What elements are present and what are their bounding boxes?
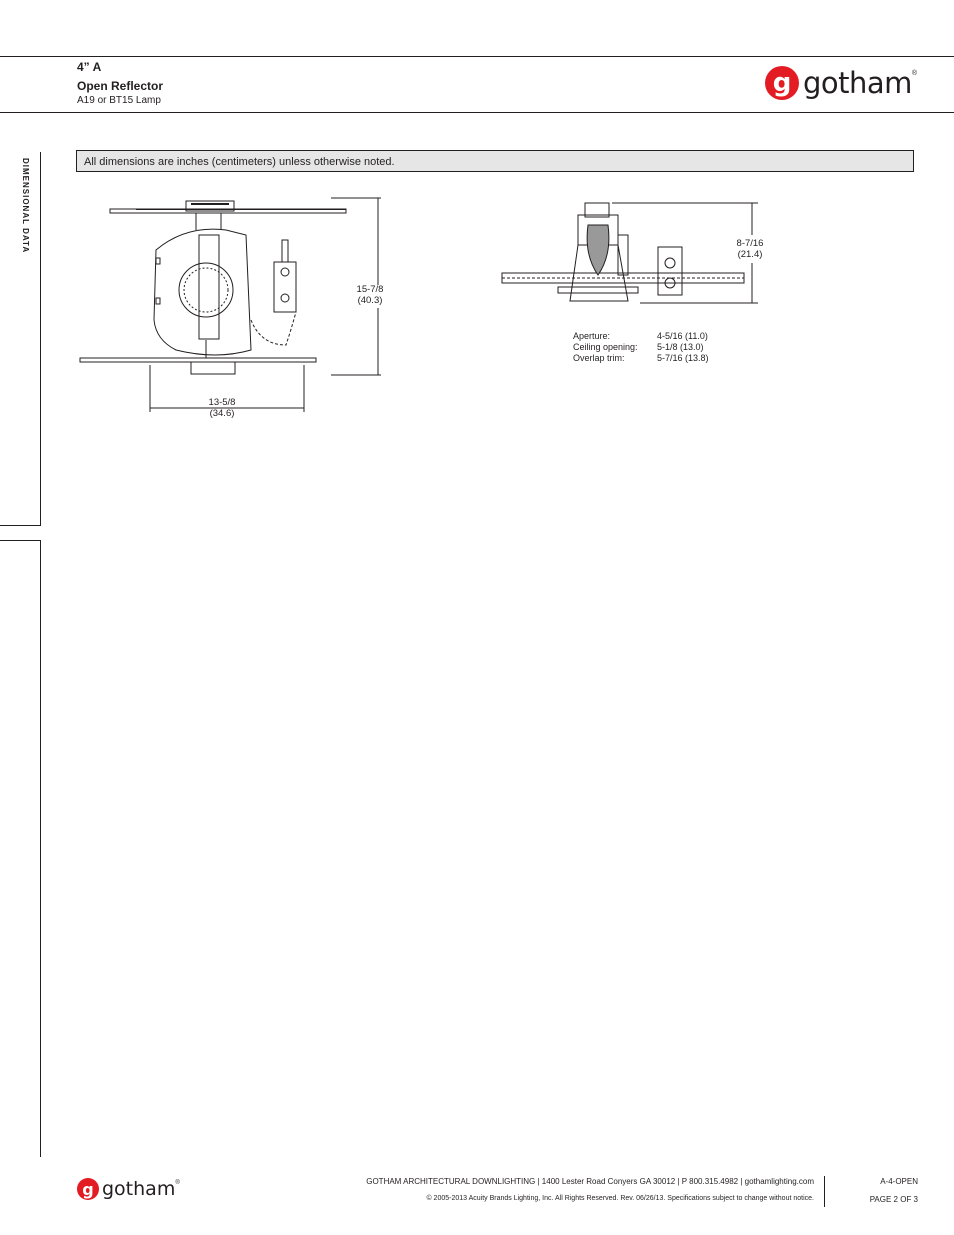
- side-height-inches: 8-7/16: [736, 238, 764, 249]
- spec-label: Aperture:: [573, 331, 611, 341]
- footer-divider: [824, 1176, 825, 1207]
- plan-height-inches: 15-7/8: [356, 284, 384, 295]
- plan-height-cm: (40.3): [357, 295, 383, 306]
- lamp-subtitle: A19 or BT15 Lamp: [77, 95, 161, 106]
- sidebar-label: DIMENSIONAL DATA: [21, 158, 30, 254]
- footer-logo-registered-mark: ®: [175, 1180, 180, 1186]
- spec-row: [573, 353, 709, 364]
- sidebar-bottom-panel: [0, 540, 41, 1157]
- footer-logo-wordmark: gotham: [102, 1178, 176, 1200]
- plan-width-dimension: [200, 397, 244, 419]
- plan-view-drawing: [76, 190, 396, 425]
- spec-label: Overlap trim:: [573, 353, 625, 363]
- spec-value: 5-1/8 (13.0): [657, 342, 704, 352]
- footer-doc-code: A-4-OPEN: [880, 1177, 918, 1186]
- side-height-cm: (21.4): [737, 249, 763, 260]
- plan-height-dimension: [348, 284, 392, 306]
- spec-row: [573, 342, 709, 353]
- dimensions-note: All dimensions are inches (centimeters) unless otherwise noted.: [76, 150, 914, 172]
- spec-label: Ceiling opening:: [573, 342, 638, 352]
- reflector-title: Open Reflector: [77, 79, 164, 93]
- footer-copyright: © 2005-2013 Acuity Brands Lighting, Inc. All Rights Reserved. Rev. 06/26/13. Specifications subject to change without notice.: [426, 1195, 814, 1202]
- spec-value: 4-5/16 (11.0): [657, 331, 708, 341]
- footer-logo-g-icon: g: [77, 1178, 99, 1200]
- product-title: 4” A: [77, 60, 102, 74]
- header-top-rule: [0, 56, 954, 57]
- side-height-dimension: [728, 238, 772, 260]
- footer-logo: [77, 1178, 180, 1200]
- spec-value: 5-7/16 (13.8): [657, 353, 709, 363]
- side-spec-table: [573, 331, 709, 364]
- plan-width-cm: (34.6): [209, 408, 235, 419]
- footer-page-number: PAGE 2 OF 3: [869, 1195, 918, 1204]
- logo-wordmark: gotham: [803, 66, 912, 100]
- spec-row: [573, 331, 709, 342]
- footer-company-line: GOTHAM ARCHITECTURAL DOWNLIGHTING | 1400 Lester Road Conyers GA 30012 | P 800.315.4982 | gothamlighting.com: [366, 1177, 814, 1186]
- logo-registered-mark: ®: [911, 70, 918, 77]
- header-logo: [765, 66, 917, 100]
- header-bottom-rule: [0, 112, 954, 113]
- logo-g-icon: g: [765, 66, 799, 100]
- plan-width-inches: 13-5/8: [208, 397, 236, 408]
